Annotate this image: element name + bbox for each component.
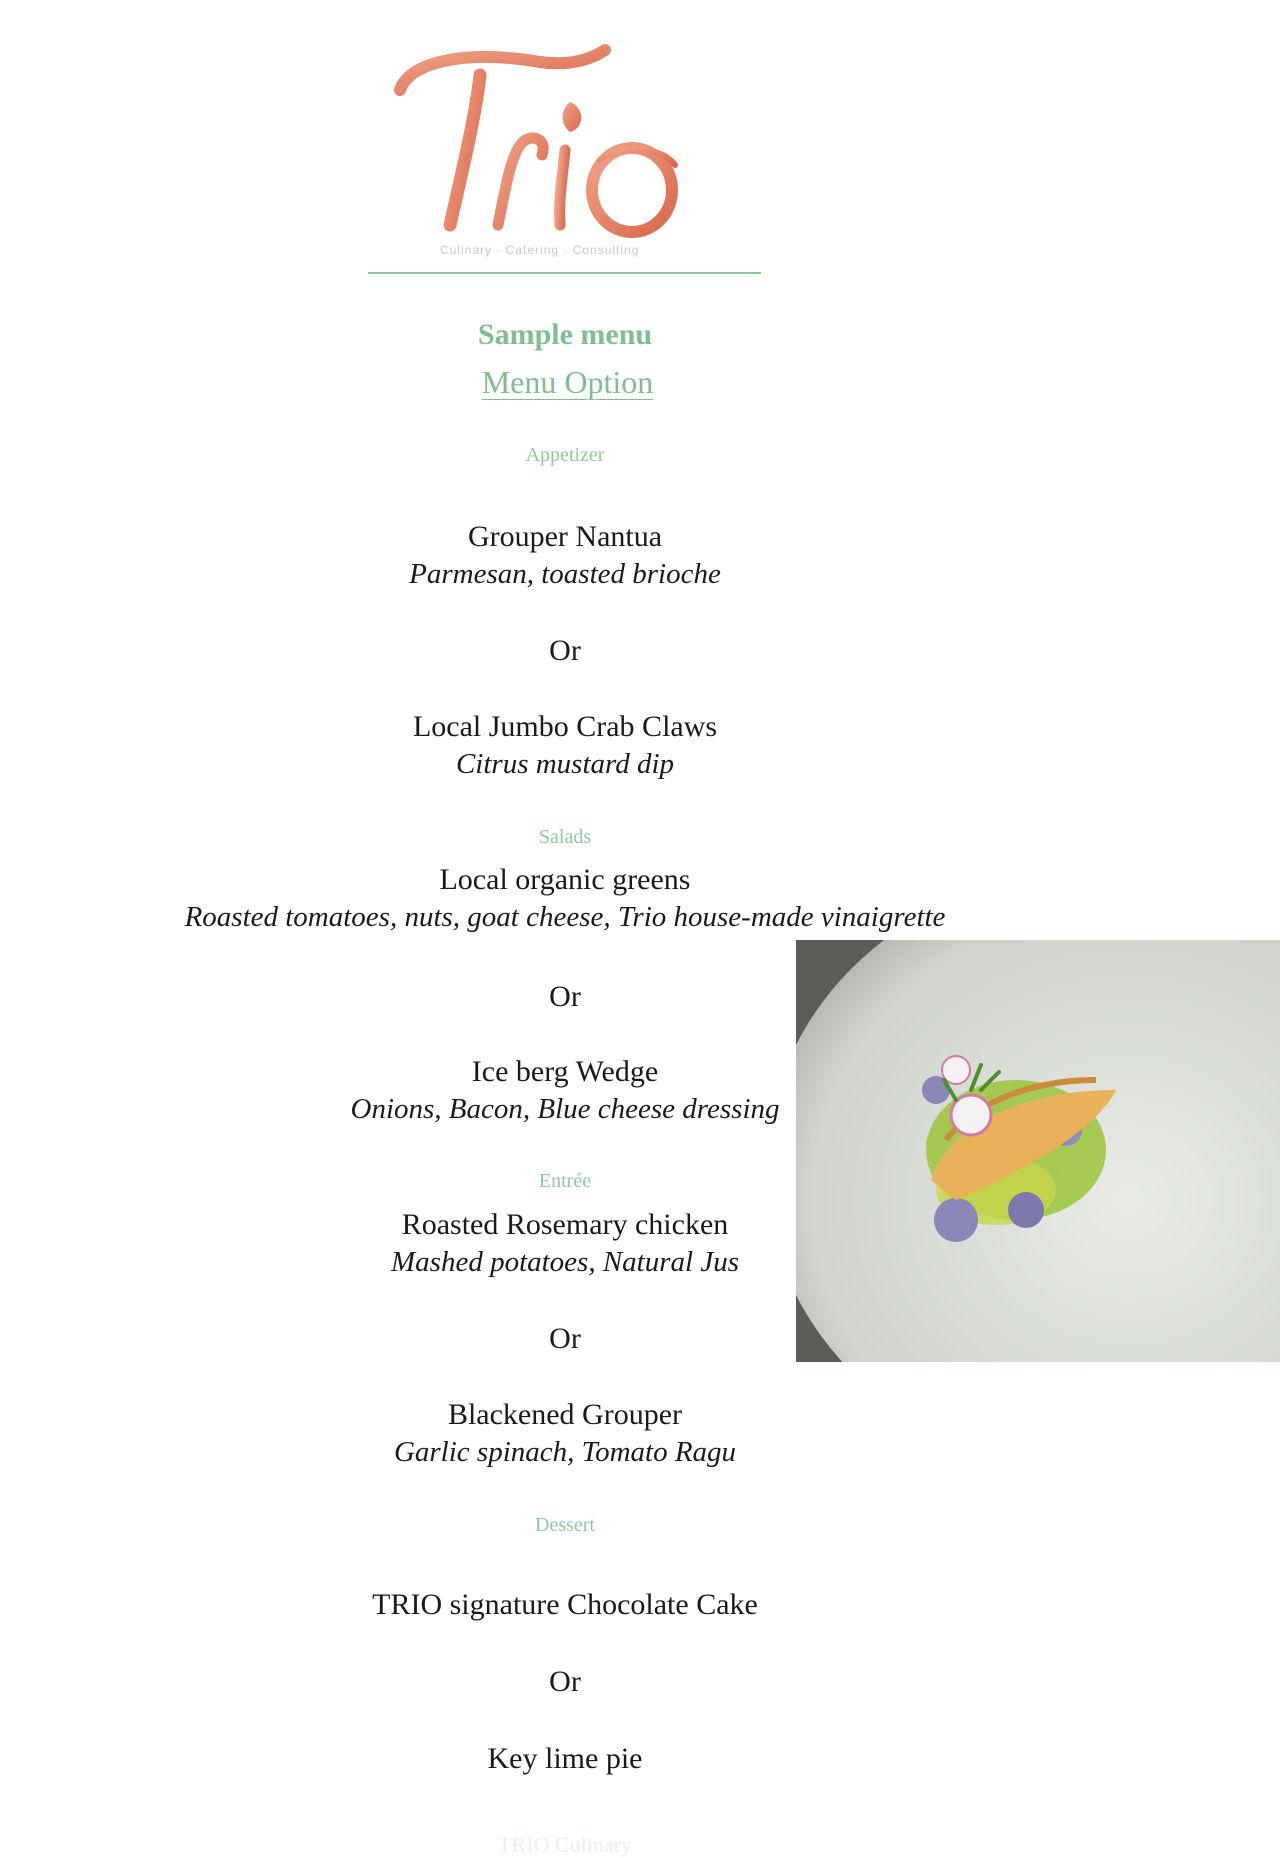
or-separator: Or	[549, 1322, 581, 1355]
or-separator: Or	[549, 980, 581, 1013]
logo-tagline: Culinary · Catering · Consulting	[440, 243, 640, 257]
section-label-appetizer: Appetizer	[525, 444, 605, 466]
section-label-salads: Salads	[538, 826, 592, 848]
dish-description: Parmesan, toasted brioche	[409, 558, 721, 590]
dish-description: Roasted tomatoes, nuts, goat cheese, Trio house-made vinaigrette	[184, 901, 946, 933]
header-divider	[368, 272, 761, 274]
trio-logo	[380, 20, 720, 260]
dish-name: TRIO signature Chocolate Cake	[372, 1588, 758, 1621]
sample-menu-heading: Sample menu	[477, 318, 653, 351]
dish-description: Onions, Bacon, Blue cheese dressing	[350, 1093, 780, 1125]
dish-name: Local Jumbo Crab Claws	[412, 710, 718, 743]
dish-description: Garlic spinach, Tomato Ragu	[393, 1436, 737, 1468]
dish-description: Citrus mustard dip	[455, 748, 675, 780]
dish-name: Local organic greens	[439, 863, 691, 896]
dish-name: Blackened Grouper	[447, 1398, 683, 1431]
dish-name: Grouper Nantua	[467, 520, 663, 553]
dish-name: Ice berg Wedge	[471, 1055, 659, 1088]
footer-text: TRIO Culinary	[498, 1832, 632, 1857]
section-label-entree: Entrée	[538, 1170, 592, 1192]
section-label-dessert: Dessert	[535, 1514, 595, 1536]
dish-description: Mashed potatoes, Natural Jus	[391, 1246, 739, 1278]
or-separator: Or	[549, 1665, 581, 1698]
menu-option-heading: Menu Option	[481, 364, 654, 400]
dish-name: Roasted Rosemary chicken	[401, 1208, 729, 1241]
or-separator: Or	[549, 634, 581, 667]
dish-name: Key lime pie	[487, 1742, 643, 1775]
